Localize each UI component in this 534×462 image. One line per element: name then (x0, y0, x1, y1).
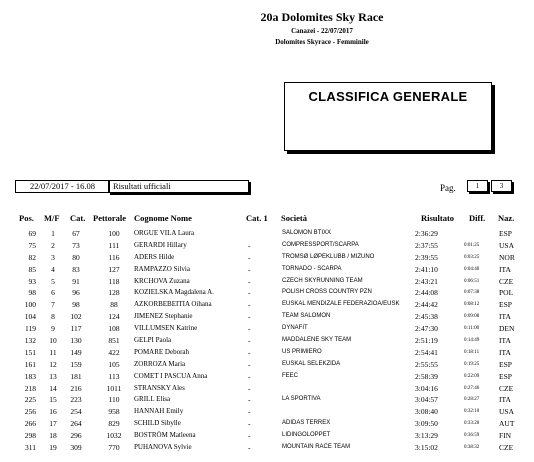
bib-cell: 118 (108, 276, 120, 286)
nation-cell: ITA (499, 336, 511, 346)
cat-cell: 91 (72, 276, 80, 286)
diff-cell: 0:03:25 (464, 254, 480, 260)
event-category: Dolomites Skyrace - Femminile (275, 38, 369, 46)
bib-cell: 422 (108, 347, 120, 357)
page-total: 3 (491, 180, 512, 192)
result-cell: 2:36:29 (415, 229, 438, 238)
page-label: Pag. (440, 183, 456, 193)
pos-cell: 225 (24, 395, 36, 405)
mf-cell: 3 (51, 252, 55, 262)
diff-cell: 0:11:00 (464, 326, 480, 332)
event-subtitle: Canazei - 22/07/2017 (291, 27, 353, 35)
nation-cell: ESP (499, 371, 512, 381)
classification-title: CLASSIFICA GENERALE (308, 89, 468, 104)
cat1-cell: - (248, 336, 251, 346)
nation-cell: CZE (499, 383, 514, 393)
table-row (0, 383, 534, 395)
nation-cell: ESP (499, 229, 512, 238)
result-cell: 2:37:55 (415, 240, 438, 250)
pos-cell: 298 (24, 431, 36, 441)
society-cell: DYNAFIT (282, 325, 308, 332)
table-row (0, 287, 534, 299)
cat-cell: 159 (70, 359, 82, 369)
diff-cell: 0:14:49 (464, 338, 480, 344)
society-cell: TORNADO - SCARPA (282, 265, 342, 272)
col-header-nat: Naz. (498, 213, 515, 223)
date-time-box: 22/07/2017 - 16.08 (15, 180, 110, 193)
mf-cell: 1 (51, 229, 55, 238)
col-header-cat1: Cat. 1 (246, 213, 268, 223)
pos-cell: 98 (28, 288, 36, 298)
mf-cell: 15 (49, 395, 57, 405)
nation-cell: FIN (499, 431, 512, 441)
mf-cell: 19 (49, 443, 57, 453)
page-current: 1 (467, 180, 488, 192)
cat-cell: 181 (70, 371, 82, 381)
nation-cell: ESP (499, 300, 512, 310)
society-cell: ADIDAS TERREX (282, 420, 331, 427)
society-cell: TEAM SALOMON (282, 313, 331, 320)
society-cell: MOUNTAIN RACE TEAM (282, 444, 351, 451)
cat1-cell: - (248, 276, 251, 286)
cat1-cell: - (248, 443, 251, 453)
cat-cell: 223 (70, 395, 82, 405)
athlete-name: POMARE Deborah (134, 347, 190, 356)
cat-cell: 80 (72, 252, 80, 262)
status-box: Risultati ufficiali (108, 180, 249, 193)
cat1-cell: - (248, 395, 251, 405)
athlete-name: HANNAH Emily (134, 407, 184, 416)
result-cell: 2:51:19 (415, 336, 438, 346)
result-cell: 2:47:30 (415, 324, 438, 334)
cat1-cell: - (248, 347, 251, 357)
cat-cell: 130 (70, 336, 82, 346)
col-header-name: Cognome Nome (134, 213, 192, 223)
athlete-name: ORGUE VILA Laura (134, 229, 195, 237)
bib-cell: 958 (108, 407, 120, 417)
mf-cell: 6 (51, 288, 55, 298)
cat1-cell: - (248, 312, 251, 322)
athlete-name: STRANSKY Ales (134, 383, 185, 392)
mf-cell: 4 (51, 264, 55, 274)
diff-cell: 0:36:59 (464, 433, 480, 439)
pos-cell: 69 (28, 229, 36, 238)
athlete-name: GERARDI Hillary (134, 240, 187, 249)
result-cell: 2:54:41 (415, 347, 438, 357)
cat1-cell: - (248, 431, 251, 441)
society-cell: US PRIMIERO (282, 348, 322, 355)
cat1-cell: - (248, 383, 251, 393)
table-row (0, 359, 534, 371)
col-header-diff: Diff. (469, 213, 486, 223)
athlete-name: GRILL Elisa (134, 395, 171, 404)
result-cell: 3:15:02 (415, 443, 438, 453)
nation-cell: NOR (499, 252, 515, 262)
table-row (0, 299, 534, 311)
society-cell: COMPRESSPORT/SCARPA (282, 241, 359, 248)
mf-cell: 12 (49, 359, 57, 369)
athlete-name: ADERS Hilde (134, 252, 175, 261)
diff-cell: 0:04:40 (464, 266, 480, 272)
results-table (0, 228, 534, 454)
cat-cell: 96 (72, 288, 80, 298)
society-cell: LA SPORTIVA (282, 396, 321, 403)
col-header-mf: M/F (44, 213, 60, 223)
result-cell: 2:43:21 (415, 276, 438, 286)
society-cell: FEEC (282, 372, 299, 379)
pos-cell: 75 (28, 240, 36, 250)
diff-cell: 0:22:09 (464, 373, 480, 379)
athlete-name: RAMPAZZO Silvia (134, 264, 190, 273)
table-row (0, 347, 534, 359)
nation-cell: POL (499, 288, 514, 298)
table-row (0, 371, 534, 383)
mf-cell: 18 (49, 431, 57, 441)
pos-cell: 82 (28, 252, 36, 262)
nation-cell: ITA (499, 312, 511, 322)
bib-cell: 105 (108, 359, 120, 369)
athlete-name: SCHILD Sibylle (134, 419, 181, 428)
cat-cell: 102 (70, 312, 82, 322)
result-cell: 3:08:40 (415, 407, 438, 417)
col-header-pos: Pos. (19, 213, 34, 223)
athlete-name: PUHANOVA Sylvie (134, 443, 192, 452)
bib-cell: 1032 (106, 431, 122, 441)
society-cell: POLISH CROSS COUNTRY PZN (282, 289, 372, 296)
nation-cell: USA (499, 240, 515, 250)
table-row (0, 252, 534, 264)
result-cell: 2:41:10 (415, 264, 438, 274)
mf-cell: 2 (51, 240, 55, 250)
mf-cell: 10 (49, 336, 57, 346)
result-cell: 3:04:16 (415, 383, 438, 393)
pos-cell: 256 (24, 407, 36, 417)
bib-cell: 110 (108, 395, 120, 405)
cat-cell: 73 (72, 240, 80, 250)
table-row (0, 323, 534, 335)
society-cell: EUSKAL MENDIZALE FEDERAZIOA/EUSK (282, 301, 400, 308)
result-cell: 2:45:38 (415, 312, 438, 322)
pos-cell: 85 (28, 264, 36, 274)
diff-cell: 0:19:25 (464, 361, 480, 367)
result-cell: 3:13:29 (415, 431, 438, 441)
result-cell: 3:09:50 (415, 419, 438, 429)
cat-cell: 98 (72, 300, 80, 310)
bib-cell: 829 (108, 419, 120, 429)
athlete-name: KRCHOVA Zuzana (134, 276, 190, 285)
table-row (0, 394, 534, 406)
athlete-name: GELPI Paola (134, 336, 172, 345)
mf-cell: 9 (51, 324, 55, 334)
pos-cell: 93 (28, 276, 36, 286)
mf-cell: 17 (49, 419, 57, 429)
pos-cell: 183 (24, 371, 36, 381)
nation-cell: ESP (499, 359, 512, 369)
bib-cell: 128 (108, 288, 120, 298)
bib-cell: 111 (108, 240, 120, 250)
pos-cell: 119 (25, 324, 36, 334)
cat1-cell: - (248, 359, 251, 369)
cat-cell: 296 (70, 431, 82, 441)
cat1-cell: - (248, 407, 251, 417)
col-header-cat: Cat. (70, 213, 86, 223)
nation-cell: ITA (499, 264, 511, 274)
diff-cell: 0:27:46 (464, 385, 480, 391)
table-row (0, 335, 534, 347)
cat-cell: 67 (72, 229, 80, 238)
society-cell: MADDALENE SKY TEAM (282, 337, 352, 344)
bib-cell: 1011 (106, 383, 122, 393)
diff-cell: 0:33:20 (464, 421, 480, 427)
mf-cell: 11 (49, 347, 57, 357)
athlete-name: ZORROZA Maria (134, 359, 186, 368)
society-cell: LIDINGOLOPPET (282, 432, 331, 439)
bib-cell: 116 (108, 252, 120, 262)
pos-cell: 132 (24, 336, 36, 346)
col-header-result: Risultato (421, 213, 455, 223)
cat-cell: 216 (70, 383, 82, 393)
cat-cell: 83 (72, 264, 80, 274)
bib-cell: 100 (108, 229, 120, 238)
pos-cell: 100 (24, 300, 36, 310)
nation-cell: USA (499, 407, 515, 417)
cat-cell: 309 (70, 443, 82, 453)
pos-cell: 104 (24, 312, 36, 322)
diff-cell: 0:06:51 (464, 278, 480, 284)
nation-cell: CZE (499, 443, 514, 453)
diff-cell: 0:32:10 (464, 409, 480, 415)
athlete-name: AZKORBEBEITIA Oihana (134, 300, 212, 309)
cat1-cell: - (248, 300, 251, 310)
table-row (0, 264, 534, 276)
event-title: 20a Dolomites Sky Race (260, 10, 384, 24)
diff-cell: 0:09:08 (464, 314, 480, 320)
nation-cell: DEN (499, 324, 515, 334)
mf-cell: 5 (51, 276, 55, 286)
diff-cell: 0:28:27 (464, 397, 480, 403)
table-row (0, 240, 534, 252)
pos-cell: 218 (24, 383, 36, 393)
result-cell: 2:44:42 (415, 300, 438, 310)
society-cell: EUSKAL SELEKZIDA (282, 360, 341, 367)
society-cell: TROMSØ LØPEKLUBB / MIZUNO (282, 253, 375, 260)
athlete-name: JIMENEZ Stephanie (134, 312, 193, 321)
bib-cell: 113 (108, 371, 120, 381)
table-row (0, 276, 534, 288)
cat1-cell: - (248, 371, 251, 381)
result-cell: 2:55:55 (415, 359, 438, 369)
cat1-cell: - (248, 288, 251, 298)
classification-box (284, 82, 492, 151)
cat-cell: 117 (70, 324, 82, 334)
mf-cell: 8 (51, 312, 55, 322)
society-cell: CZECH SKYRUNNING TEAM (282, 277, 363, 284)
athlete-name: COMET I PASCUA Anna (134, 371, 208, 380)
table-row (0, 311, 534, 323)
col-header-bib: Pettorale (93, 213, 127, 223)
athlete-name: KOZIELSKA Magdalena A. (134, 288, 214, 297)
nation-cell: CZE (499, 276, 514, 286)
cat1-cell: - (248, 252, 251, 262)
athlete-name: VILLUMSEN Katrine (134, 324, 198, 333)
diff-cell: 0:08:12 (464, 302, 480, 308)
pos-cell: 151 (24, 347, 36, 357)
nation-cell: AUT (499, 419, 515, 429)
bib-cell: 851 (108, 336, 120, 346)
bib-cell: 127 (108, 264, 120, 274)
cat-cell: 264 (70, 419, 82, 429)
diff-cell: 0:38:32 (464, 445, 480, 451)
pos-cell: 266 (24, 419, 36, 429)
result-cell: 2:58:39 (415, 371, 438, 381)
cat1-cell: - (248, 419, 251, 429)
nation-cell: ITA (499, 347, 511, 357)
pos-cell: 161 (24, 359, 36, 369)
result-cell: 3:04:57 (415, 395, 438, 405)
cat1-cell: - (248, 264, 251, 274)
mf-cell: 16 (49, 407, 57, 417)
cat-cell: 149 (70, 347, 82, 357)
diff-cell: 0:07:38 (464, 290, 480, 296)
result-cell: 2:44:08 (415, 288, 438, 298)
mf-cell: 13 (49, 371, 57, 381)
diff-cell: 0:01:25 (464, 242, 480, 248)
table-row (0, 418, 534, 430)
bib-cell: 770 (108, 443, 120, 453)
mf-cell: 7 (51, 300, 55, 310)
col-header-society: Società (281, 213, 307, 223)
bib-cell: 88 (110, 300, 118, 310)
table-row (0, 442, 534, 454)
nation-cell: ITA (499, 395, 511, 405)
bib-cell: 124 (108, 312, 120, 322)
result-cell: 2:39:55 (415, 252, 438, 262)
cat-cell: 254 (70, 407, 82, 417)
table-row (0, 406, 534, 418)
cat1-cell: - (248, 240, 251, 250)
table-row (0, 430, 534, 442)
society-cell: SALOMON BTIXX (282, 230, 332, 236)
bib-cell: 108 (108, 324, 120, 334)
pos-cell: 311 (25, 443, 36, 453)
cat1-cell: - (248, 324, 251, 334)
mf-cell: 14 (49, 383, 57, 393)
diff-cell: 0:18:11 (464, 349, 480, 355)
table-row (0, 228, 534, 240)
athlete-name: BOSTRÖM Matleena (134, 431, 196, 440)
